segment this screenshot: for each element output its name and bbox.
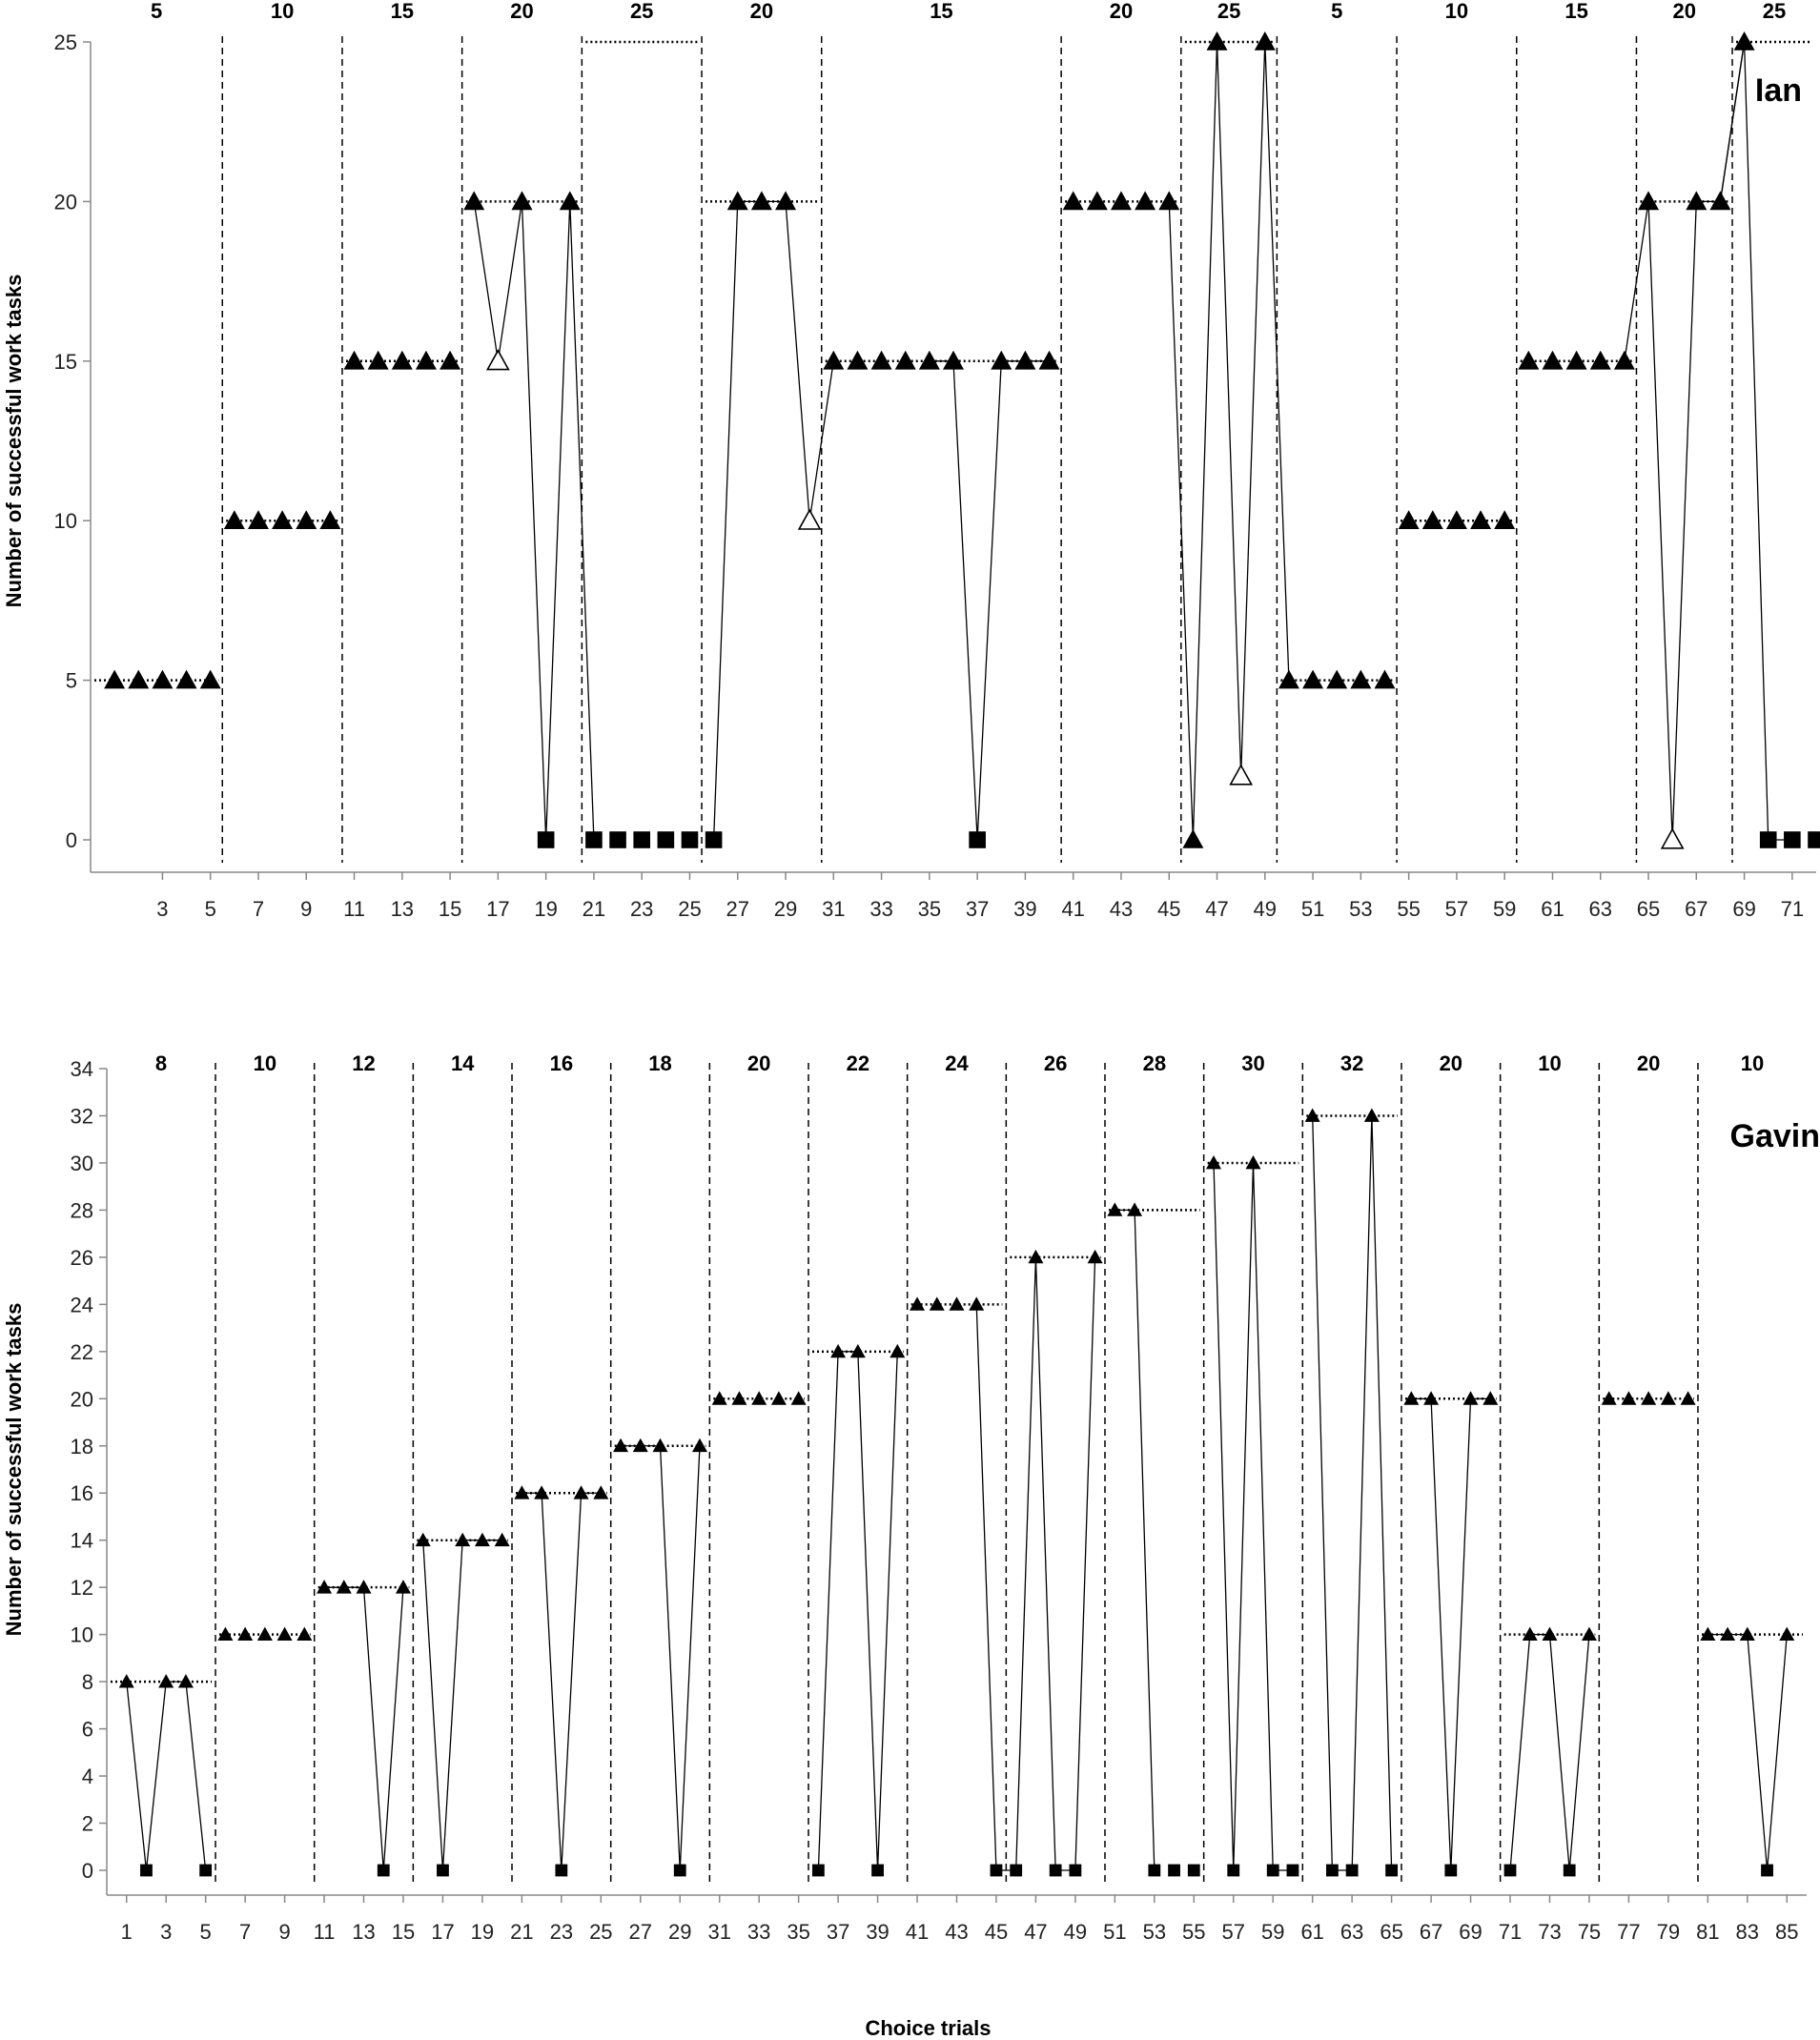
x-tick-label: 27 xyxy=(726,897,749,921)
data-point-square xyxy=(1385,1865,1398,1877)
x-tick-label: 49 xyxy=(1253,897,1278,921)
data-point-triangle xyxy=(257,1627,273,1641)
data-path xyxy=(127,1682,206,1870)
y-tick-label: 32 xyxy=(70,1104,93,1129)
x-tick-label: 63 xyxy=(1588,897,1612,921)
participant-name: Gavin xyxy=(1729,1118,1820,1154)
x-tick-label: 71 xyxy=(1780,897,1805,921)
x-tick-label: 9 xyxy=(278,1920,291,1944)
x-axis-label: Choice trials xyxy=(865,2016,992,2040)
y-tick-label: 0 xyxy=(65,828,77,852)
x-tick-label: 19 xyxy=(470,1920,495,1944)
phase-label: 20 xyxy=(746,1051,771,1075)
y-tick-label: 4 xyxy=(81,1765,93,1789)
data-point-square xyxy=(1761,1865,1773,1877)
data-point-square xyxy=(969,831,986,848)
y-tick-label: 10 xyxy=(70,1622,93,1647)
x-tick-label: 33 xyxy=(869,897,893,921)
data-point-square xyxy=(1267,1865,1279,1877)
x-tick-label: 67 xyxy=(1685,897,1708,921)
y-tick-label: 20 xyxy=(53,190,77,214)
data-point-triangle xyxy=(692,1438,707,1452)
data-point-triangle xyxy=(200,670,221,689)
x-tick-label: 25 xyxy=(589,1920,613,1944)
y-tick-label: 5 xyxy=(65,668,77,693)
phase-label: 20 xyxy=(1636,1051,1661,1075)
data-path xyxy=(1114,1210,1154,1870)
x-tick-label: 11 xyxy=(343,897,365,921)
phase-label: 5 xyxy=(151,0,163,23)
data-point-square xyxy=(812,1865,825,1877)
data-point-square xyxy=(1188,1865,1200,1877)
data-point-square xyxy=(585,831,603,848)
y-tick-label: 22 xyxy=(70,1339,93,1364)
x-tick-label: 25 xyxy=(678,897,702,921)
x-tick-label: 51 xyxy=(1300,897,1325,921)
x-tick-label: 85 xyxy=(1775,1920,1799,1944)
data-point-triangle xyxy=(176,670,197,689)
phase-label: 18 xyxy=(648,1051,672,1075)
data-point-square xyxy=(378,1865,390,1877)
phase-label: 20 xyxy=(1439,1051,1463,1075)
x-tick-label: 31 xyxy=(707,1920,731,1944)
x-tick-label: 59 xyxy=(1492,897,1517,921)
data-point-triangle xyxy=(475,1533,490,1546)
data-point-square xyxy=(1168,1865,1180,1877)
data-point-triangle xyxy=(593,1485,608,1499)
x-tick-label: 51 xyxy=(1103,1920,1127,1944)
x-tick-label: 3 xyxy=(160,1920,173,1944)
data-path xyxy=(1411,1398,1490,1870)
data-point-triangle xyxy=(969,1296,984,1310)
data-point-open-triangle xyxy=(1231,765,1252,785)
phase-label: 16 xyxy=(549,1051,574,1075)
x-tick-label: 63 xyxy=(1339,1920,1364,1944)
y-tick-label: 28 xyxy=(70,1198,93,1223)
data-point-triangle xyxy=(396,1580,411,1593)
x-tick-label: 37 xyxy=(826,1920,850,1944)
data-point-square xyxy=(682,831,699,848)
data-point-triangle xyxy=(1088,1250,1103,1263)
ian-panel xyxy=(2,0,1820,921)
x-tick-label: 17 xyxy=(486,897,510,921)
data-point-triangle xyxy=(791,1391,807,1404)
data-point-square xyxy=(1784,831,1801,848)
phase-label: 20 xyxy=(749,0,774,23)
participant-name: Ian xyxy=(1754,72,1802,109)
phase-label: 22 xyxy=(846,1051,870,1075)
phase-label: 12 xyxy=(352,1051,376,1075)
x-tick-label: 3 xyxy=(156,897,169,921)
phase-label: 24 xyxy=(945,1051,969,1075)
data-point-square xyxy=(674,1865,686,1877)
data-point-triangle xyxy=(1779,1627,1794,1641)
x-tick-label: 49 xyxy=(1063,1920,1088,1944)
y-tick-label: 24 xyxy=(70,1293,93,1317)
x-tick-label: 65 xyxy=(1636,897,1661,921)
x-tick-label: 55 xyxy=(1397,897,1421,921)
x-tick-label: 31 xyxy=(822,897,846,921)
x-tick-label: 29 xyxy=(668,1920,692,1944)
data-point-square xyxy=(1227,1865,1239,1877)
x-tick-label: 39 xyxy=(1013,897,1037,921)
data-path xyxy=(1510,1635,1589,1870)
phase-label: 20 xyxy=(1672,0,1696,23)
x-tick-label: 69 xyxy=(1732,897,1756,921)
x-tick-label: 83 xyxy=(1735,1920,1760,1944)
data-point-square xyxy=(1504,1865,1517,1877)
phase-label: 32 xyxy=(1339,1051,1364,1075)
x-tick-label: 77 xyxy=(1617,1920,1641,1944)
data-path xyxy=(324,1587,403,1870)
data-point-square xyxy=(1069,1865,1081,1877)
phase-label: 28 xyxy=(1142,1051,1167,1075)
data-point-square xyxy=(991,1865,1003,1877)
data-point-triangle xyxy=(1463,1391,1479,1404)
phase-label: 10 xyxy=(270,0,295,23)
phase-label: 26 xyxy=(1043,1051,1068,1075)
x-tick-label: 33 xyxy=(746,1920,771,1944)
data-point-square xyxy=(1148,1865,1160,1877)
data-point-triangle xyxy=(357,1580,372,1593)
data-point-square xyxy=(1346,1865,1359,1877)
gavin-panel xyxy=(2,1051,1820,2040)
data-point-triangle xyxy=(751,1391,767,1404)
x-tick-label: 29 xyxy=(773,897,798,921)
data-path xyxy=(521,1493,601,1870)
x-tick-label: 71 xyxy=(1498,1920,1523,1944)
x-tick-label: 75 xyxy=(1577,1920,1602,1944)
data-path xyxy=(1708,1635,1787,1870)
data-path xyxy=(1169,42,1289,840)
data-point-square xyxy=(609,831,626,848)
data-point-open-triangle xyxy=(487,351,508,370)
x-tick-label: 41 xyxy=(905,1920,930,1944)
y-axis-label: Number of successful work tasks xyxy=(2,274,26,608)
data-path xyxy=(423,1540,502,1870)
data-path xyxy=(1313,1115,1392,1870)
x-tick-label: 7 xyxy=(239,1920,252,1944)
data-point-square xyxy=(1808,831,1820,848)
x-tick-label: 45 xyxy=(984,1920,1009,1944)
y-tick-label: 2 xyxy=(81,1811,93,1836)
data-point-triangle xyxy=(1483,1391,1498,1404)
data-point-square xyxy=(199,1865,212,1877)
x-tick-label: 35 xyxy=(787,1920,810,1944)
x-tick-label: 61 xyxy=(1300,1920,1324,1944)
data-path xyxy=(818,1352,897,1870)
y-tick-label: 16 xyxy=(70,1481,93,1506)
x-tick-label: 13 xyxy=(352,1920,376,1944)
y-tick-label: 15 xyxy=(53,349,77,374)
phase-label: 15 xyxy=(930,0,953,23)
y-tick-label: 26 xyxy=(70,1245,93,1270)
x-tick-label: 19 xyxy=(534,897,558,921)
data-path xyxy=(474,201,594,840)
x-tick-label: 47 xyxy=(1024,1920,1048,1944)
x-tick-label: 61 xyxy=(1541,897,1564,921)
y-tick-label: 0 xyxy=(81,1859,93,1883)
data-point-square xyxy=(706,831,723,848)
data-point-triangle xyxy=(950,1296,965,1310)
x-tick-label: 73 xyxy=(1538,1920,1562,1944)
x-tick-label: 47 xyxy=(1205,897,1229,921)
data-point-square xyxy=(1760,831,1777,848)
data-point-triangle xyxy=(1364,1108,1380,1121)
data-point-square xyxy=(633,831,650,848)
data-path xyxy=(930,361,1050,840)
data-point-triangle xyxy=(1681,1391,1696,1404)
phase-label: 25 xyxy=(1217,0,1241,23)
x-tick-label: 55 xyxy=(1182,1920,1206,1944)
phase-label: 5 xyxy=(1331,0,1343,23)
x-tick-label: 7 xyxy=(252,897,265,921)
phase-label: 25 xyxy=(629,0,654,23)
y-tick-label: 10 xyxy=(53,509,77,534)
x-tick-label: 27 xyxy=(628,1920,653,1944)
x-tick-label: 41 xyxy=(1061,897,1085,921)
data-point-open-triangle xyxy=(799,510,820,529)
x-tick-label: 21 xyxy=(510,1920,534,1944)
data-point-triangle xyxy=(178,1674,194,1687)
x-tick-label: 11 xyxy=(313,1920,336,1944)
data-point-triangle xyxy=(1582,1627,1597,1641)
data-point-triangle xyxy=(1039,351,1060,370)
data-point-triangle xyxy=(1641,1391,1656,1404)
x-tick-label: 43 xyxy=(1109,897,1134,921)
data-point-triangle xyxy=(771,1391,787,1404)
x-tick-label: 53 xyxy=(1142,1920,1167,1944)
x-tick-label: 59 xyxy=(1260,1920,1285,1944)
x-tick-label: 43 xyxy=(945,1920,969,1944)
x-tick-label: 5 xyxy=(199,1920,212,1944)
data-point-triangle xyxy=(104,670,125,689)
phase-label: 10 xyxy=(1444,0,1469,23)
data-point-triangle xyxy=(297,1627,312,1641)
phase-label: 25 xyxy=(1762,0,1787,23)
data-point-open-triangle xyxy=(1662,829,1683,848)
x-tick-label: 23 xyxy=(629,897,654,921)
x-tick-label: 13 xyxy=(390,897,415,921)
data-point-triangle xyxy=(1182,829,1203,848)
data-point-triangle xyxy=(152,670,173,689)
x-tick-label: 45 xyxy=(1157,897,1181,921)
x-tick-label: 69 xyxy=(1459,1920,1483,1944)
data-point-triangle xyxy=(653,1438,668,1452)
phase-label: 10 xyxy=(1538,1051,1562,1075)
x-tick-label: 37 xyxy=(965,897,990,921)
phase-label: 10 xyxy=(253,1051,277,1075)
x-tick-label: 21 xyxy=(582,897,606,921)
data-point-triangle xyxy=(1245,1155,1260,1169)
y-tick-label: 34 xyxy=(70,1057,93,1081)
phase-label: 20 xyxy=(510,0,534,23)
y-tick-label: 20 xyxy=(70,1387,93,1412)
data-point-square xyxy=(871,1865,884,1877)
data-point-square xyxy=(538,831,555,848)
data-point-square xyxy=(1010,1865,1022,1877)
data-point-square xyxy=(658,831,675,848)
x-tick-label: 9 xyxy=(300,897,313,921)
data-point-square xyxy=(1564,1865,1576,1877)
data-point-triangle xyxy=(574,1485,589,1499)
data-point-square xyxy=(437,1865,449,1877)
data-point-square xyxy=(140,1865,153,1877)
x-tick-label: 57 xyxy=(1221,1920,1245,1944)
data-path xyxy=(976,1257,1094,1870)
data-point-triangle xyxy=(890,1344,905,1357)
x-tick-label: 79 xyxy=(1656,1920,1681,1944)
data-point-triangle xyxy=(158,1674,174,1687)
x-tick-label: 57 xyxy=(1444,897,1469,921)
phase-label: 14 xyxy=(450,1051,475,1075)
phase-label: 15 xyxy=(390,0,415,23)
phase-label: 20 xyxy=(1109,0,1134,23)
phase-label: 15 xyxy=(1564,0,1588,23)
data-point-triangle xyxy=(1740,1627,1755,1641)
x-tick-label: 15 xyxy=(438,897,462,921)
x-tick-label: 1 xyxy=(120,1920,133,1944)
y-tick-label: 18 xyxy=(70,1434,93,1459)
data-point-triangle xyxy=(850,1344,866,1357)
data-point-triangle xyxy=(128,670,149,689)
x-tick-label: 17 xyxy=(431,1920,455,1944)
phase-label: 10 xyxy=(1740,1051,1765,1075)
data-point-triangle xyxy=(1661,1391,1676,1404)
y-axis-label: Number of successful work tasks xyxy=(2,1302,26,1637)
x-tick-label: 81 xyxy=(1696,1920,1720,1944)
data-point-square xyxy=(1326,1865,1339,1877)
x-tick-label: 23 xyxy=(549,1920,574,1944)
y-tick-label: 8 xyxy=(81,1670,93,1695)
x-tick-label: 65 xyxy=(1380,1920,1403,1944)
data-point-square xyxy=(555,1865,567,1877)
y-tick-label: 14 xyxy=(70,1528,93,1553)
y-tick-label: 25 xyxy=(53,31,77,54)
x-tick-label: 67 xyxy=(1419,1920,1443,1944)
data-path xyxy=(1720,42,1791,840)
data-point-square xyxy=(1444,1865,1457,1877)
data-path xyxy=(621,1446,700,1870)
data-point-triangle xyxy=(277,1627,293,1641)
x-tick-label: 39 xyxy=(866,1920,890,1944)
y-tick-label: 6 xyxy=(81,1717,93,1742)
phase-label: 8 xyxy=(154,1051,168,1075)
y-tick-label: 12 xyxy=(70,1576,93,1601)
x-tick-label: 35 xyxy=(917,897,942,921)
x-tick-label: 53 xyxy=(1349,897,1373,921)
data-point-triangle xyxy=(495,1533,510,1546)
x-tick-label: 15 xyxy=(391,1920,416,1944)
data-point-triangle xyxy=(1542,1627,1557,1641)
phase-label: 30 xyxy=(1241,1051,1265,1075)
data-point-square xyxy=(1287,1865,1299,1877)
x-tick-label: 5 xyxy=(204,897,216,921)
data-path xyxy=(1214,1163,1293,1870)
y-tick-label: 30 xyxy=(70,1151,93,1175)
data-point-square xyxy=(1050,1865,1062,1877)
data-point-triangle xyxy=(455,1533,470,1546)
